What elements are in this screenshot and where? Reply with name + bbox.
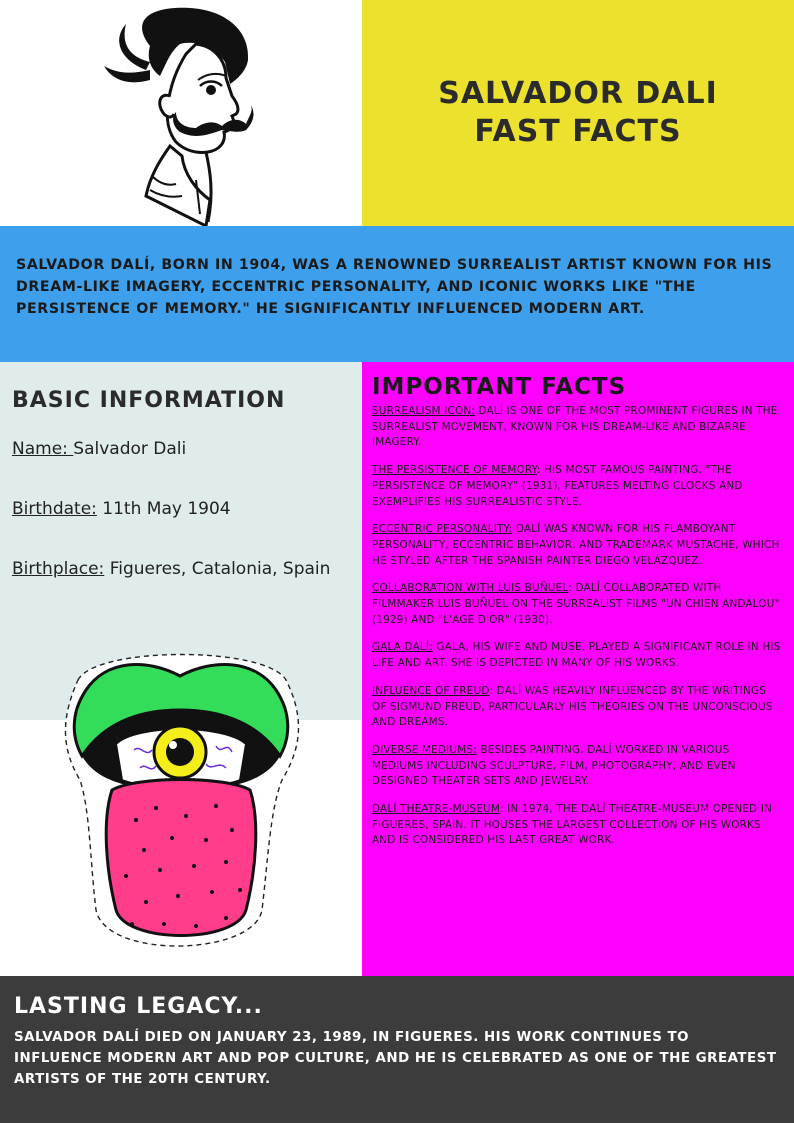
name-label: Name: — [12, 439, 74, 459]
fact-key: GALA DALÍ: — [372, 641, 433, 654]
fact-key: DALÍ THEATRE-MUSEUM — [372, 803, 501, 816]
fact-key: ECCENTRIC PERSONALITY: — [372, 523, 513, 536]
fact-key: COLLABORATION WITH LUIS BUÑUEL — [372, 582, 569, 595]
fact-text: : DALÍ WAS HEAVILY INFLUENCED BY THE WRITINGS OF SIGMUND FREUD, PARTICULARLY HIS THEORIES ON THE UNCONSCIOUS AND DREAMS. — [372, 684, 773, 729]
fact-text: BESIDES PAINTING, DALÍ WORKED IN VARIOUS MEDIUMS INCLUDING SCULPTURE, FILM, PHOTOGRAPHY, AND EVEN DESIGNED THEATER SETS AND JEWELRY. — [372, 743, 736, 788]
fact-item — [372, 463, 784, 510]
intro-band — [0, 226, 794, 362]
fact-item — [372, 743, 784, 790]
fact-item — [372, 581, 784, 628]
portrait-panel — [0, 0, 362, 226]
birthdate-row — [12, 499, 350, 519]
lasting-legacy-heading: LASTING LEGACY... — [14, 994, 263, 1019]
fact-text: DALÍ WAS KNOWN FOR HIS FLAMBOYANT PERSONALITY, ECCENTRIC BEHAVIOR, AND TRADEMARK MUSTACHE, WHICH HE STYLED AFTER THE SPANISH PAINTER DIEGO VELÁZQUEZ. — [372, 523, 780, 567]
dali-portrait-icon — [0, 0, 362, 226]
birthplace-row — [12, 559, 350, 579]
fact-text: DALÍ IS ONE OF THE MOST PROMINENT FIGURES IN THE SURREALIST MOVEMENT, KNOWN FOR HIS DREAM-LIKE AND BIZARRE IMAGERY. — [372, 405, 778, 449]
fact-key: SURREALISM ICON: — [372, 405, 476, 417]
fact-text: GALA, HIS WIFE AND MUSE, PLAYED A SIGNIFICANT ROLE IN HIS LIFE AND ART. SHE IS DEPICTED IN MANY OF HIS WORKS. — [372, 641, 781, 670]
fact-item — [372, 640, 784, 671]
title-panel — [362, 0, 794, 226]
fact-item — [372, 522, 784, 569]
fact-text: : HIS MOST FAMOUS PAINTING, "THE PERSISTENCE OF MEMORY" (1931), FEATURES MELTING CLOCKS AND EXEMPLIFIES HIS SURREALISTIC STYLE. — [372, 464, 743, 508]
fact-item — [372, 802, 784, 849]
page-title-line-1: SALVADOR DALI — [438, 76, 718, 111]
fact-key: THE PERSISTENCE OF MEMORY — [372, 464, 537, 477]
fact-text: : IN 1974, THE DALÍ THEATRE-MUSEUM OPENED IN FIGUERES, SPAIN. IT HOUSES THE LARGEST COLLECTION OF HIS WORKS AND IS CONSIDERED HIS LAST GREAT WORK. — [372, 803, 772, 847]
birthplace-label: Birthplace: — [12, 559, 105, 579]
fact-key: INFLUENCE OF FREUD — [372, 684, 490, 697]
fact-item — [372, 684, 784, 731]
important-facts-panel — [362, 362, 794, 976]
lasting-legacy-band — [0, 976, 794, 1123]
birthdate-label: Birthdate: — [12, 499, 97, 519]
birthplace-value: Figueres, Catalonia, Spain — [109, 559, 331, 579]
surreal-lips-eye-sticker-icon — [56, 640, 306, 970]
important-facts-heading: IMPORTANT FACTS — [372, 374, 627, 400]
fact-text: : DALÍ COLLABORATED WITH FILMMAKER LUIS BUÑUEL ON THE SURREALIST FILMS "UN CHIEN ANDALOU" (1929) AND "L'AGE D'OR" (1930). — [372, 582, 780, 626]
lasting-legacy-paragraph: SALVADOR DALÍ DIED ON JANUARY 23, 1989, IN FIGUERES. HIS WORK CONTINUES TO INFLUENCE MODERN ART AND POP CULTURE, AND HE IS CELEBRATED AS ONE OF THE GREATEST ARTISTS OF THE 20TH CENTURY. — [14, 1030, 777, 1087]
name-row — [12, 439, 350, 459]
basic-information-heading: BASIC INFORMATION — [12, 388, 286, 413]
intro-paragraph: SALVADOR DALÍ, BORN IN 1904, WAS A RENOWNED SURREALIST ARTIST KNOWN FOR HIS DREAM-LIKE IMAGERY, ECCENTRIC PERSONALITY, AND ICONIC WORKS LIKE "THE PERSISTENCE OF MEMORY." HE SIGNIFICANTLY INFLUENCED MODERN ART. — [16, 257, 773, 317]
fact-item — [372, 404, 784, 451]
page-title-line-2: FAST FACTS — [474, 114, 682, 149]
name-value: Salvador Dali — [73, 439, 187, 459]
birthdate-value: 11th May 1904 — [102, 499, 231, 519]
fact-key: DIVERSE MEDIUMS: — [372, 743, 477, 756]
